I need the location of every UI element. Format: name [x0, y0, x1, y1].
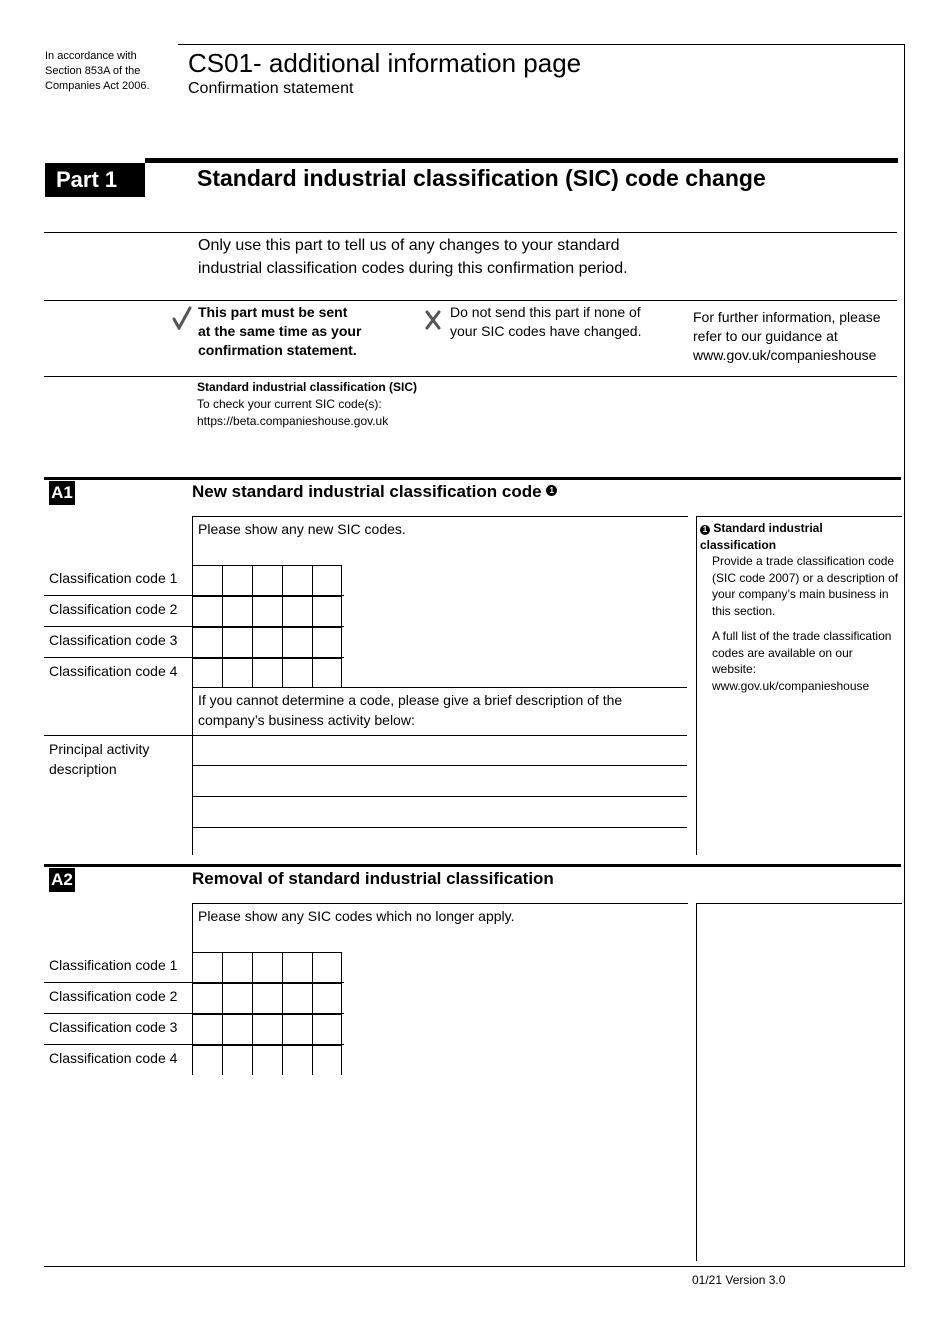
- page-subtitle: Confirmation statement: [188, 80, 354, 97]
- a1-code-row-4: Classification code 4: [44, 658, 344, 689]
- sic-code-input[interactable]: [192, 658, 342, 689]
- a1-code-row-3: Classification code 3: [44, 627, 344, 658]
- a1-badge: A1: [49, 481, 75, 505]
- further-info-note: For further information, please refer to our guidance at www.gov.uk/companieshouse: [693, 309, 881, 363]
- part1-intro: Only use this part to tell us of any changes to your standard industrial classification codes during this confirmation period.: [198, 237, 628, 277]
- a1-heading: New standard industrial classification code 1: [192, 482, 557, 502]
- divider: [192, 687, 687, 688]
- description-line[interactable]: [192, 765, 687, 766]
- divider: [44, 300, 897, 301]
- sic-code-input[interactable]: [192, 1014, 342, 1045]
- a2-code-row-2: Classification code 2: [44, 983, 344, 1014]
- frame-top: [178, 44, 904, 45]
- part1-rule: [145, 158, 898, 163]
- sic-code-input[interactable]: [192, 952, 342, 983]
- divider: [44, 232, 897, 233]
- checkmark-icon: [172, 306, 192, 330]
- principal-activity-label: Principal activity description: [49, 741, 150, 777]
- a2-code-row-1: Classification code 1: [44, 952, 344, 983]
- part1-heading: Standard industrial classification (SIC) code change: [197, 165, 766, 191]
- a1-rule: [44, 477, 901, 480]
- page-title: CS01- additional information page: [188, 48, 582, 78]
- a2-heading: Removal of standard industrial classification: [192, 869, 554, 888]
- frame-right: [904, 44, 905, 1266]
- legal-note: In accordance with Section 853A of the Companies Act 2006.: [45, 50, 150, 92]
- a2-prompt: Please show any SIC codes which no longer apply.: [198, 908, 515, 924]
- sic-code-input[interactable]: [192, 596, 342, 627]
- must-send-note: This part must be sent at the same time as your confirmation statement.: [198, 304, 362, 358]
- a2-code-row-4: Classification code 4: [44, 1045, 344, 1076]
- a1-prompt: Please show any new SIC codes.: [198, 521, 406, 537]
- divider: [44, 376, 897, 377]
- divider: [44, 735, 687, 736]
- a1-code-row-1: Classification code 1: [44, 565, 344, 596]
- sic-code-input[interactable]: [192, 565, 342, 596]
- do-not-send-note: Do not send this part if none of your SIC codes have changed.: [450, 304, 642, 339]
- description-line[interactable]: [192, 827, 687, 828]
- info-icon: 1: [546, 485, 557, 496]
- a2-guidance-panel: [696, 903, 902, 1261]
- a2-badge: A2: [49, 868, 75, 892]
- a1-guidance: 1 Standard industrial classification Provide a trade classification code (SIC code 2007) or a description of your company’s main business in this section. A full list of the trade classification codes are available on our website: www.gov.uk/companieshouse: [700, 521, 899, 693]
- a1-code-row-2: Classification code 2: [44, 596, 344, 627]
- a1-fallback-note: If you cannot determine a code, please give a brief description of the company’s business activity below:: [198, 692, 623, 728]
- divider: [192, 687, 193, 855]
- sic-code-input[interactable]: [192, 1045, 342, 1076]
- sic-info: Standard industrial classification (SIC) To check your current SIC code(s): https://beta.companieshouse.gov.uk: [197, 380, 418, 428]
- sic-code-input[interactable]: [192, 983, 342, 1014]
- cross-icon: [424, 309, 442, 331]
- frame-bottom: [44, 1266, 905, 1267]
- a2-rule: [44, 864, 901, 867]
- part1-badge: Part 1: [45, 163, 145, 197]
- info-icon: 1: [700, 525, 710, 535]
- sic-code-input[interactable]: [192, 627, 342, 658]
- description-line[interactable]: [192, 796, 687, 797]
- a2-code-row-3: Classification code 3: [44, 1014, 344, 1045]
- version-label: 01/21 Version 3.0: [692, 1273, 786, 1287]
